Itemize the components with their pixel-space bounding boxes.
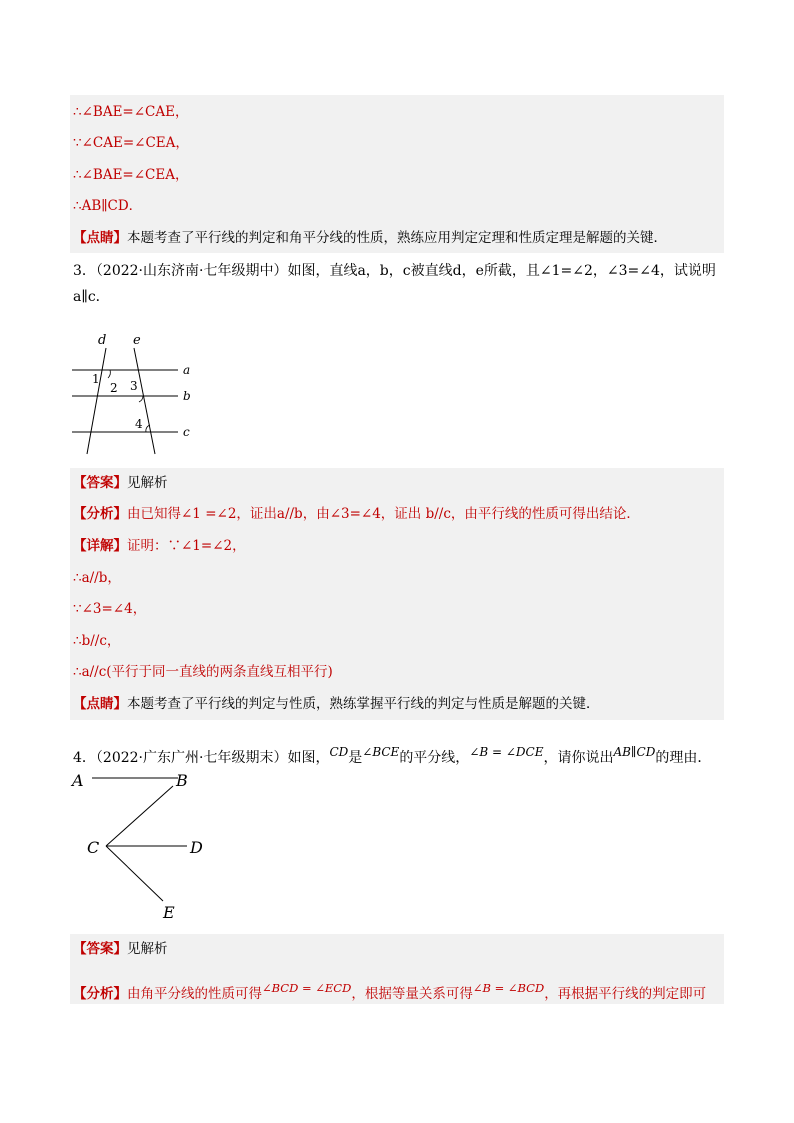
- question-number: 3．: [73, 263, 96, 279]
- answer-text: 见解析: [127, 941, 168, 957]
- math-ab-cd: AB∥CD: [613, 745, 656, 759]
- figure-parallel-lines: [70, 330, 210, 464]
- comment-text: 本题考查了平行线的判定与性质，熟练掌握平行线的判定与性质是解题的关键．: [127, 696, 600, 712]
- question-text: 的平分线，: [399, 750, 470, 766]
- proof-line: ∴AB∥CD．: [73, 198, 143, 214]
- math-bcd-ecd: ∠BCD = ∠ECD: [262, 981, 352, 995]
- analysis-row: [73, 973, 723, 1003]
- comment-text: 本题考查了平行线的判定和角平分线的性质，熟练应用判定定理和性质定理是解题的关键．: [127, 230, 667, 246]
- proof-line: ∴∠BAE=∠CEA，: [73, 167, 189, 183]
- label-B: B: [176, 771, 188, 790]
- segment-ce: [106, 846, 163, 901]
- label-D: D: [190, 838, 203, 857]
- segment-cb: [106, 786, 173, 846]
- figure-svg: [70, 330, 210, 460]
- answer-row: [73, 472, 723, 494]
- label-C: C: [87, 838, 100, 857]
- label-A: A: [72, 771, 84, 790]
- math-bce: ∠BCE: [362, 745, 400, 759]
- answer-tag: 【答案】: [73, 475, 127, 491]
- label-angle-4: 4: [135, 417, 143, 431]
- question-source: （2022·广东广州·七年级期末）: [95, 750, 288, 766]
- comment-tag: 【点睛】: [73, 230, 127, 246]
- question-3: [73, 258, 723, 310]
- answer-text: 见解析: [127, 475, 168, 491]
- comment-tag: 【点睛】: [73, 696, 127, 712]
- line-e: [134, 348, 155, 454]
- label-angle-2: 2: [110, 381, 118, 395]
- figure-angle: [68, 766, 218, 930]
- detail-line: ∴a//c(平行于同一直线的两条直线互相平行): [73, 664, 333, 680]
- detail-line: ∴b//c，: [73, 633, 121, 649]
- detail-line: ∴a//b，: [73, 570, 121, 586]
- analysis-text: ，根据等量关系可得: [351, 986, 473, 1002]
- label-E: E: [163, 903, 175, 922]
- figure-svg: [68, 766, 218, 926]
- detail-line: ∵∠3=∠4，: [73, 601, 147, 617]
- detail-tag: 【详解】: [73, 538, 127, 554]
- label-d: d: [98, 333, 107, 348]
- analysis-row: [73, 503, 723, 525]
- analysis-text: 由角平分线的性质可得: [127, 986, 262, 1002]
- label-angle-3: 3: [130, 379, 138, 393]
- comment-row: [73, 227, 723, 249]
- label-e: e: [133, 333, 141, 348]
- angle-arc-3: [139, 396, 143, 402]
- question-source: （2022·山东济南·七年级期中）: [95, 263, 288, 279]
- math-cd: CD: [329, 745, 349, 759]
- analysis-text: ，再根据平行线的判定即可: [544, 986, 707, 1002]
- line-d: [87, 348, 106, 454]
- answer-row: [73, 938, 723, 960]
- question-text: 是: [348, 750, 363, 766]
- analysis-tag: 【分析】: [73, 506, 127, 522]
- question-number: 4．: [73, 750, 96, 766]
- label-c: c: [183, 425, 190, 439]
- math-b-dce: ∠B = ∠DCE: [469, 745, 544, 759]
- comment-row: [73, 693, 723, 715]
- question-text: 如图，直线a，b，c被直线d，e所截，且∠1=∠2，∠3=∠4，试说明: [287, 263, 716, 279]
- question-text: 如图，: [287, 750, 330, 766]
- question-text: ，请你说出: [543, 750, 614, 766]
- label-b: b: [183, 389, 191, 403]
- proof-line: ∴∠BAE=∠CAE，: [73, 104, 189, 120]
- math-b-bcd: ∠B = ∠BCD: [472, 981, 545, 995]
- detail-line: 证明：∵∠1=∠2，: [127, 538, 246, 554]
- label-angle-1: 1: [92, 372, 100, 386]
- answer-tag: 【答案】: [73, 941, 127, 957]
- label-a: a: [183, 363, 191, 377]
- proof-line: ∵∠CAE=∠CEA，: [73, 135, 189, 151]
- question-text-2: a∥c．: [73, 289, 110, 305]
- analysis-tag: 【分析】: [73, 986, 127, 1002]
- angle-arc-2: [108, 370, 110, 378]
- detail-row: [73, 535, 723, 557]
- question-text: 的理由．: [655, 750, 712, 766]
- analysis-text: 由已知得∠1 =∠2，证出a//b，由∠3=∠4，证出 b//c，由平行线的性质可得出结论．: [127, 506, 640, 522]
